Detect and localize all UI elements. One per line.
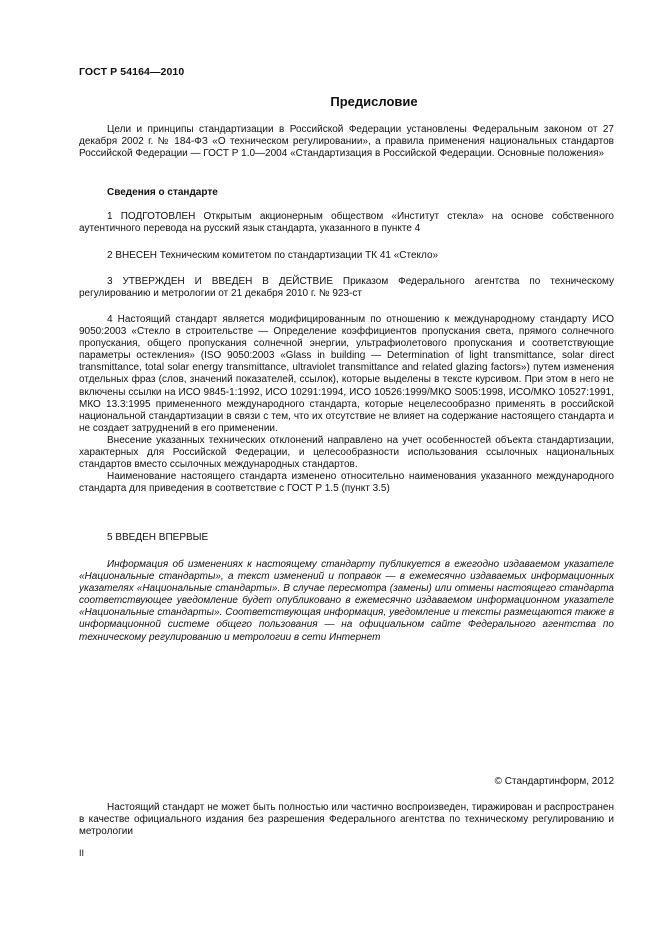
legal-notice-text: Настоящий стандарт не может быть полностью или частично воспроизведен, тиражирован и распространен в качестве официального издания без разрешения Федерального агентства по техническому регулированию и метрологии <box>79 802 614 838</box>
item-2-text: 2 ВНЕСЕН Техническим комитетом по стандартизации ТК 41 «Стекло» <box>107 250 439 261</box>
section-heading: Сведения о стандарте <box>107 187 218 198</box>
item-4-paragraph-2: Внесение указанных технических отклонений направлено на учет особенностей объекта стандартизации, характерных для Российской Федерации, и целесообразности использования ссылочных национальных стандартов вместо ссылочных международных стандартов. <box>79 434 614 471</box>
item-1 <box>79 211 614 235</box>
standard-code-header: ГОСТ Р 54164—2010 <box>79 66 185 78</box>
item-1-text: 1 ПОДГОТОВЛЕН Открытым акционерным обществом «Институт стекла» на основе собственного аутентичного перевода на русский язык стандарта, указанного в пункте 4 <box>79 211 614 235</box>
info-notice-text: Информация об изменениях к настоящему стандарту публикуется в ежегодно издаваемом указателе «Национальные стандарты», а текст изменений и поправок — в ежемесячно издаваемых информационных указателях «Национальные стандарты». В случае пересмотра (замены) или отмены настоящего стандарта соответствующее уведомление будет опубликовано в ежемесячно издаваемом информационном указателе «Национальные стандарты». Соответствующая информация, уведомление и тексты размещаются также в информационной системе общего пользования — на официальном сайте Федерального агентства по техническому регулированию и метрологии в сети Интернет <box>79 559 614 643</box>
item-3 <box>79 276 614 300</box>
item-5-text: 5 ВВЕДЕН ВПЕРВЫЕ <box>107 532 209 543</box>
info-notice <box>79 559 614 644</box>
page-number: II <box>79 848 85 858</box>
copyright-line: © Стандартинформ, 2012 <box>494 776 614 787</box>
item-4-paragraph-3: Наименование настоящего стандарта изменено относительно наименования указанного международного стандарта для приведения в соответствие с ГОСТ Р 1.5 (пункт 3.5) <box>79 471 614 495</box>
item-4 <box>79 314 614 495</box>
page-title: Предисловие <box>330 94 418 109</box>
item-4-text: 4 Настоящий стандарт является модифицированным по отношению к международному стандарту ИСО 9050:2003 «Стекло в строительстве — Определение коэффициентов пропускания света, прямого солнечного пропускания, общего пропускания солнечной энергии, ультрафиолетового пропускания и соответствующие параметры остекления» (ISO 9050:2003 «Glass in building — Determination of light transmittance, solar direct transmittance, total solar energy transmittance, ultraviolet transmittance and related glazing factors») путем изменения отдельных фраз (слов, значений показателей, ссылок), которые выделены в тексте курсивом. При этом в него не включены ссылки на ИСО 9845-1:1992, ИСО 10291:1994, ИСО 10526:1999/МКО S005:1998, ИСО/МКО 10527:1991, МКО 13.3:1995 примененного международного стандарта, которые нецелесообразно применять в российской национальной стандартизации в связи с тем, что их отсутствие не влияет на содержание настоящего стандарта и не создает затруднений в его применении. <box>79 314 614 434</box>
item-3-text: 3 УТВЕРЖДЕН И ВВЕДЕН В ДЕЙСТВИЕ Приказом Федерального агентства по техническому регулированию и метрологии от 21 декабря 2010 г. № 923-ст <box>79 276 614 300</box>
intro-paragraph <box>79 124 614 160</box>
item-2 <box>79 250 614 262</box>
item-5 <box>79 532 614 544</box>
legal-notice <box>79 802 614 838</box>
intro-text: Цели и принципы стандартизации в Российской Федерации установлены Федеральным законом от 27 декабря 2002 г. № 184-ФЗ «О техническом регулировании», а правила применения национальных стандартов Российской Федерации — ГОСТ Р 1.0—2004 «Стандартизация в Российской Федерации. Основные положения» <box>79 124 614 160</box>
